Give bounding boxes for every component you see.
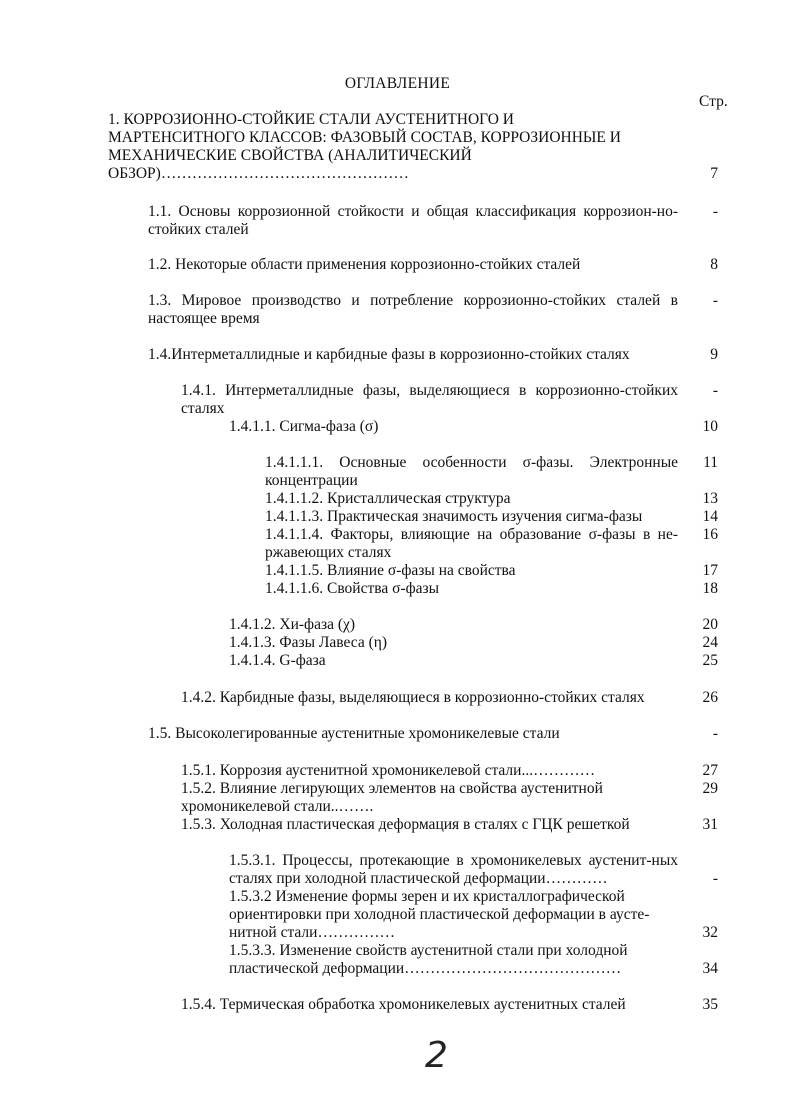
toc-entry-1-5-3-3-line1: 1.5.3.3. Изменение свойств аустенитной стали при холодной bbox=[229, 942, 628, 959]
toc-entry-1-5-3-3-line2: пластической деформации…………………………………… bbox=[229, 960, 622, 977]
toc-entry-1-5-3-2-line1: 1.5.3.2 Изменение формы зерен и их кристаллографической bbox=[229, 888, 625, 905]
toc-page-1-4-1-1-5: 17 bbox=[702, 562, 718, 579]
toc-page-1-4-1-1-6: 18 bbox=[702, 580, 718, 597]
toc-page-1-5-3: 31 bbox=[702, 816, 718, 833]
toc-entry-1-4: 1.4.Интерметаллидные и карбидные фазы в коррозионно-стойких сталях bbox=[148, 346, 630, 363]
toc-entry-1-4-1-1-1: 1.4.1.1.1. Основные особенности σ-фазы. Электронные концентрации bbox=[265, 454, 678, 489]
toc-page-1-4-1-1-1: 11 bbox=[703, 454, 718, 471]
toc-entry-1-4-1-1-6: 1.4.1.1.6. Свойства σ-фазы bbox=[265, 580, 440, 597]
toc-entry-1-5-1: 1.5.1. Коррозия аустенитной хромоникелевой стали...………… bbox=[181, 762, 596, 779]
toc-entry-1-4-1-1-3: 1.4.1.1.3. Практическая значимость изучения сигма-фазы bbox=[265, 508, 643, 525]
toc-page-1-5: - bbox=[712, 725, 718, 742]
toc-entry-1-1: 1.1. Основы коррозионной стойкости и общая классификация коррозион-но-стойких сталей bbox=[148, 203, 678, 238]
toc-page-1-5-1: 27 bbox=[702, 762, 718, 779]
toc-page-1-4-1: - bbox=[712, 382, 718, 399]
toc-entry-1-4-1-1-2: 1.4.1.1.2. Кристаллическая структура bbox=[265, 490, 511, 507]
toc-entry-1-5-2-line2: хромоникелевой стали..……. bbox=[181, 798, 374, 815]
toc-entry-1-5-3-2-line3: нитной стали…………… bbox=[229, 924, 395, 941]
toc-entry-1-4-1: 1.4.1. Интерметаллидные фазы, выделяющиеся в коррозионно-стойких сталях bbox=[181, 382, 678, 417]
toc-entry-1-4-1-4: 1.4.1.4. G-фаза bbox=[229, 652, 326, 669]
toc-page-1-4: 9 bbox=[710, 346, 718, 363]
toc-entry-1-4-1-1-5: 1.4.1.1.5. Влияние σ-фазы на свойства bbox=[265, 562, 516, 579]
toc-page-1-4-1-1-4: 16 bbox=[702, 526, 718, 543]
toc-entry-1-4-1-1: 1.4.1.1. Сигма-фаза (σ) bbox=[229, 418, 379, 435]
toc-entry-1-3: 1.3. Мировое производство и потребление коррозионно-стойких сталей в настоящее время bbox=[148, 292, 678, 327]
toc-page-1-2: 8 bbox=[710, 256, 718, 273]
toc-entry-1-5-3: 1.5.3. Холодная пластическая деформация в сталях с ГЦК решеткой bbox=[181, 816, 630, 833]
toc-page-1-4-1-2: 20 bbox=[702, 616, 718, 633]
toc-page-1-4-1-1: 10 bbox=[702, 418, 718, 435]
toc-entry-1-line3: МЕХАНИЧЕСКИЕ СВОЙСТВА (АНАЛИТИЧЕСКИЙ bbox=[108, 147, 472, 164]
toc-entry-1-5-2-line1: 1.5.2. Влияние легирующих элементов на свойства аустенитной bbox=[181, 780, 603, 797]
toc-entry-1-4-1-1-4: 1.4.1.1.4. Факторы, влияющие на образование σ-фазы в не-ржавеющих сталях bbox=[265, 526, 678, 561]
toc-page-1-5-3-2: 32 bbox=[702, 924, 718, 941]
toc-page-1-3: - bbox=[712, 292, 718, 309]
toc-page-1-4-1-1-3: 14 bbox=[702, 508, 718, 525]
toc-entry-1-4-1-3: 1.4.1.3. Фазы Лавеса (η) bbox=[229, 634, 388, 651]
page-column-label: Стр. bbox=[699, 93, 728, 110]
toc-page-1-4-2: 26 bbox=[702, 689, 718, 706]
page-title: ОГЛАВЛЕНИЕ bbox=[344, 75, 451, 92]
toc-page-1-5-3-3: 34 bbox=[702, 960, 718, 977]
toc-page-1-4-1-1-2: 13 bbox=[702, 490, 718, 507]
toc-entry-1-5-3-2-line2: ориентировки при холодной пластической деформации в аусте- bbox=[229, 906, 650, 923]
toc-entry-1-5: 1.5. Высоколегированные аустенитные хромоникелевые стали bbox=[148, 725, 560, 742]
toc-entry-1-5-3-1: 1.5.3.1. Процессы, протекающие в хромоникелевых аустенит-ных сталях при холодной пластической деформации………… bbox=[229, 852, 678, 887]
toc-page-1-5-2: 29 bbox=[702, 780, 718, 797]
toc-page-1-1: - bbox=[712, 203, 718, 220]
toc-entry-1-2: 1.2. Некоторые области применения коррозионно-стойких сталей bbox=[148, 256, 581, 273]
toc-entry-1-line2: МАРТЕНСИТНОГО КЛАССОВ: ФАЗОВЫЙ СОСТАВ, КОРРОЗИОННЫЕ И bbox=[108, 129, 621, 146]
handwritten-page-number: 2 bbox=[425, 1035, 448, 1076]
toc-page-1-5-3-1: - bbox=[712, 870, 718, 887]
toc-entry-1-4-1-2: 1.4.1.2. Хи-фаза (χ) bbox=[229, 616, 356, 633]
toc-page-1-5-4: 35 bbox=[702, 996, 718, 1013]
toc-page-1: 7 bbox=[710, 165, 718, 182]
toc-page-1-4-1-4: 25 bbox=[702, 652, 718, 669]
toc-entry-1-line1: 1. КОРРОЗИОННО-СТОЙКИЕ СТАЛИ АУСТЕНИТНОГО И bbox=[108, 111, 514, 128]
toc-page-1-4-1-3: 24 bbox=[702, 634, 718, 651]
toc-entry-1-5-4: 1.5.4. Термическая обработка хромоникелевых аустенитных сталей bbox=[181, 996, 626, 1013]
toc-entry-1-line4: ОБЗОР)………………………………………… bbox=[108, 165, 409, 182]
toc-entry-1-4-2: 1.4.2. Карбидные фазы, выделяющиеся в коррозионно-стойких сталях bbox=[181, 689, 645, 706]
